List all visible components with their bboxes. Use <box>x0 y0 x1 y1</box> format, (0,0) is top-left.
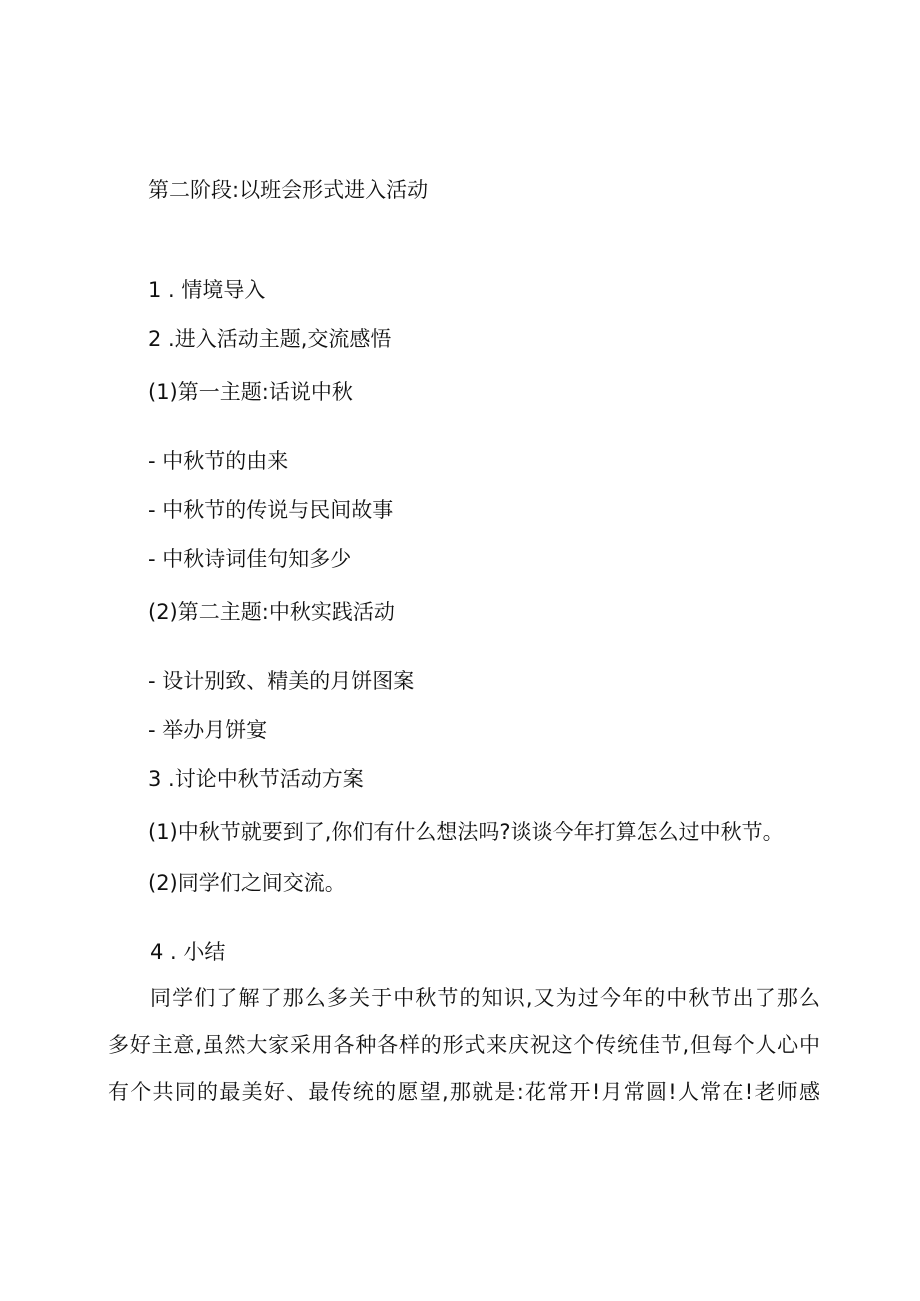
summary-line-1: 同学们了解了那么多关于中秋节的知识,又为过今年的中秋节出了那么 <box>150 986 820 1010</box>
item-discuss-question: (1)中秋节就要到了,你们有什么想法吗?谈谈今年打算怎么过中秋节。 <box>148 820 784 844</box>
item-activity-theme: 2 .进入活动主题,交流感悟 <box>148 327 392 351</box>
stage-heading: 第二阶段:以班会形式进入活动 <box>148 178 429 202</box>
item-theme-two: (2)第二主题:中秋实践活动 <box>148 600 395 624</box>
summary-line-3: 有个共同的最美好、最传统的愿望,那就是:花常开!月常圆!人常在!老师感 <box>108 1080 820 1104</box>
summary-line-2: 多好主意,虽然大家采用各种各样的形式来庆祝这个传统佳节,但每个人心中 <box>108 1033 820 1057</box>
item-situation-intro: 1 . 情境导入 <box>148 278 266 302</box>
list-item-poems: - 中秋诗词佳句知多少 <box>148 547 352 571</box>
summary-paragraph <box>108 975 820 1116</box>
list-item-mooncake-design: - 设计别致、精美的月饼图案 <box>148 669 415 693</box>
item-summary-heading: 4 . 小结 <box>150 940 226 964</box>
item-theme-one: (1)第一主题:话说中秋 <box>148 380 353 404</box>
item-exchange: (2)同学们之间交流。 <box>148 871 346 895</box>
list-item-origin: - 中秋节的由来 <box>148 449 289 473</box>
list-item-mooncake-feast: - 举办月饼宴 <box>148 718 268 742</box>
item-discuss-plan: 3 .讨论中秋节活动方案 <box>148 767 364 791</box>
list-item-legends: - 中秋节的传说与民间故事 <box>148 498 394 522</box>
